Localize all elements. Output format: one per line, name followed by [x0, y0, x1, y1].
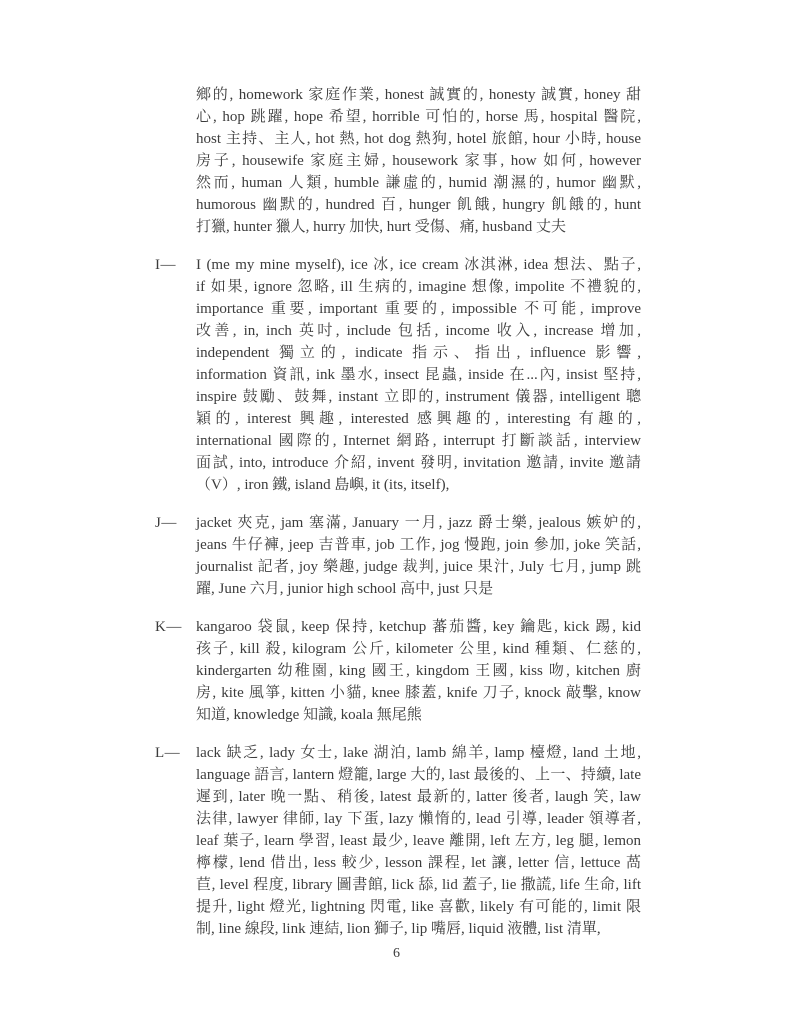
text-line: 制, line 線段, link 連結, lion 獅子, lip 嘴唇, liquid 液體, list 清單, [196, 921, 601, 937]
section-body [196, 84, 641, 238]
text-line: if 如果, ignore 忽略, ill 生病的, imagine 想像, impolite 不禮貌的, [196, 279, 641, 295]
section-body [196, 616, 641, 726]
text-line: 躍, June 六月, junior high school 高中, just 只是 [196, 581, 494, 597]
section-letter-label: J— [155, 515, 177, 531]
text-line: information 資訊, ink 墨水, insect 昆蟲, inside 在...內, insist 堅持, [196, 367, 641, 383]
text-line: 法律, lawyer 律師, lay 下蛋, lazy 懶惰的, lead 引導, leader 領導者, [196, 811, 641, 827]
text-line: independent 獨立的, indicate 指示、指出, influence 影響, [196, 345, 641, 361]
text-line: host 主持、主人, hot 熱, hot dog 熱狗, hotel 旅館, hour 小時, house [196, 131, 641, 147]
text-line: （V）, iron 鐵, island 島嶼, it (its, itself), [196, 477, 450, 493]
section-letter-label: I— [155, 257, 176, 273]
vocab-section [155, 512, 641, 600]
text-line: 心, hop 跳躍, hope 希望, horrible 可怕的, horse 馬, hospital 醫院, [196, 109, 641, 125]
text-line: 穎的, interest 興趣, interested 感興趣的, interesting 有趣的, [196, 411, 641, 427]
text-line: language 語言, lantern 燈籠, large 大的, last 最後的、上一、持續, late [196, 767, 641, 783]
text-line: 苣, level 程度, library 圖書館, lick 舔, lid 蓋子, lie 撒謊, life 生命, lift [196, 877, 641, 893]
section-letter-label: K— [155, 619, 182, 635]
text-line: 提升, light 燈光, lightning 閃電, like 喜歡, likely 有可能的, limit 限 [196, 899, 641, 915]
text-line: 房子, housewife 家庭主婦, housework 家事, how 如何, however [196, 153, 641, 169]
text-line: 鄉的, homework 家庭作業, honest 誠實的, honesty 誠實, honey 甜 [196, 87, 641, 103]
text-line: kangaroo 袋鼠, keep 保持, ketchup 蕃茄醬, key 鑰匙, kick 踢, kid [196, 619, 641, 635]
text-line: 知道, knowledge 知識, koala 無尾熊 [196, 707, 422, 723]
page-number: 6 [393, 946, 400, 961]
text-line: journalist 記者, joy 樂趣, judge 裁判, juice 果汁, July 七月, jump 跳 [196, 559, 641, 575]
text-line: 孩子, kill 殺, kilogram 公斤, kilometer 公里, kind 種類、仁慈的, [196, 641, 641, 657]
section-letter-label [155, 84, 196, 238]
text-line: 房, kite 風箏, kitten 小貓, knee 膝蓋, knife 刀子, knock 敲擊, know [196, 685, 641, 701]
text-line: 改善, in, inch 英吋, include 包括, income 收入, increase 增加, [196, 323, 641, 339]
vocabulary-content [155, 84, 641, 956]
text-line: 然而, human 人類, humble 謙虛的, humid 潮濕的, humor 幽默, [196, 175, 641, 191]
text-line: inspire 鼓勵、鼓舞, instant 立即的, instrument 儀器, intelligent 聰 [196, 389, 641, 405]
text-line: jeans 牛仔褲, jeep 吉普車, job 工作, jog 慢跑, join 參加, joke 笑話, [196, 537, 641, 553]
vocab-section [155, 84, 641, 238]
text-line: 檸檬, lend 借出, less 較少, lesson 課程, let 讓, letter 信, lettuce 萵 [196, 855, 641, 871]
text-line: international 國際的, Internet 網路, interrupt 打斷談話, interview [196, 433, 641, 449]
vocab-section [155, 254, 641, 496]
section-body [196, 254, 641, 496]
text-line: I (me my mine myself), ice 冰, ice cream 冰淇淋, idea 想法、點子, [196, 257, 641, 273]
section-body [196, 512, 641, 600]
text-line: lack 缺乏, lady 女士, lake 湖泊, lamb 綿羊, lamp 檯燈, land 土地, [196, 745, 641, 761]
section-body [196, 742, 641, 940]
text-line: leaf 葉子, learn 學習, least 最少, leave 離開, left 左方, leg 腿, lemon [196, 833, 641, 849]
vocab-section [155, 616, 641, 726]
text-line: humorous 幽默的, hundred 百, hunger 飢餓, hungry 飢餓的, hunt [196, 197, 641, 213]
vocab-section [155, 742, 641, 940]
text-line: jacket 夾克, jam 塞滿, January 一月, jazz 爵士樂, jealous 嫉妒的, [196, 515, 641, 531]
section-letter-label: L— [155, 745, 181, 761]
text-line: kindergarten 幼稚園, king 國王, kingdom 王國, kiss 吻, kitchen 廚 [196, 663, 641, 679]
text-line: 遲到, later 晚一點、稍後, latest 最新的, latter 後者, laugh 笑, law [196, 789, 641, 805]
text-line: importance 重要, important 重要的, impossible 不可能, improve [196, 301, 641, 317]
text-line: 打獵, hunter 獵人, hurry 加快, hurt 受傷、痛, husband 丈夫 [196, 219, 566, 235]
text-line: 面試, into, introduce 介紹, invent 發明, invitation 邀請, invite 邀請 [196, 455, 641, 471]
